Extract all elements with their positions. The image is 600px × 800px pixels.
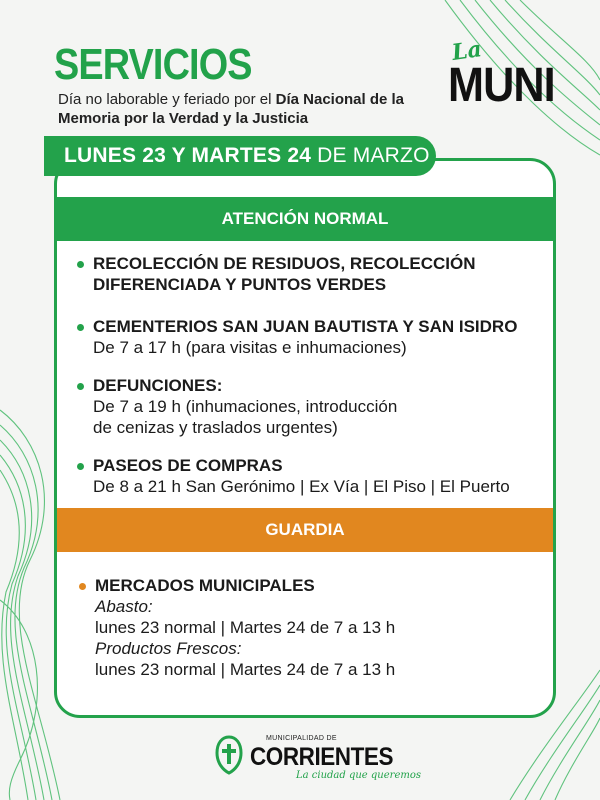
footer-municipality-label: MUNICIPALIDAD DE [266, 735, 337, 742]
subtitle-bold: Día Nacional de la Memoria por la Verdad y la Justicia [58, 91, 405, 127]
services-card [54, 158, 556, 718]
bullet-icon [77, 383, 84, 390]
list-item-residuos [77, 253, 547, 295]
date-normal: DE MARZO [311, 144, 430, 167]
date-bold: LUNES 23 Y MARTES 24 [64, 144, 312, 167]
item-heading: DIFERENCIADA Y PUNTOS VERDES [93, 275, 387, 294]
item-subheading: Productos Frescos: [95, 639, 242, 658]
bullet-icon [77, 463, 84, 470]
logo-la: La [450, 36, 484, 66]
bullet-icon [79, 583, 86, 590]
subtitle-normal: Día no laborable y feriado por el [58, 91, 276, 108]
page-title: SERVICIOS [54, 40, 252, 89]
section-guard-header: GUARDIA [57, 508, 553, 552]
bullet-icon [77, 324, 84, 331]
item-heading: DEFUNCIONES: [93, 376, 223, 395]
list-item-paseos [77, 455, 547, 497]
item-detail: lunes 23 normal | Martes 24 de 7 a 13 h [95, 618, 396, 637]
cross-shield-icon [214, 735, 244, 775]
item-detail: De 7 a 17 h (para visitas e inhumaciones) [93, 338, 407, 357]
logo-muni: MUNI [448, 59, 555, 112]
item-detail: de cenizas y traslados urgentes) [93, 418, 338, 437]
item-heading: RECOLECCIÓN DE RESIDUOS, RECOLECCIÓN [93, 254, 476, 273]
item-subheading: Abasto: [95, 597, 153, 616]
section-normal-header: ATENCIÓN NORMAL [57, 197, 553, 241]
item-detail: lunes 23 normal | Martes 24 de 7 a 13 h [95, 660, 396, 679]
footer-city-name: CORRIENTES [250, 743, 394, 771]
bullet-icon [77, 261, 84, 268]
list-item-cementerios [77, 316, 547, 358]
list-item-defunciones [77, 375, 547, 438]
item-heading: PASEOS DE COMPRAS [93, 456, 283, 475]
page-subtitle [58, 90, 438, 128]
item-heading: MERCADOS MUNICIPALES [95, 576, 315, 595]
item-detail: De 7 a 19 h (inhumaciones, introducción [93, 397, 398, 416]
footer-slogan: La ciudad que queremos [296, 770, 421, 781]
item-detail: De 8 a 21 h San Gerónimo | Ex Vía | El Piso | El Puerto [93, 477, 510, 496]
item-heading: CEMENTERIOS SAN JUAN BAUTISTA Y SAN ISIDRO [93, 317, 518, 336]
list-item-mercados [79, 575, 549, 680]
date-banner [44, 136, 436, 176]
